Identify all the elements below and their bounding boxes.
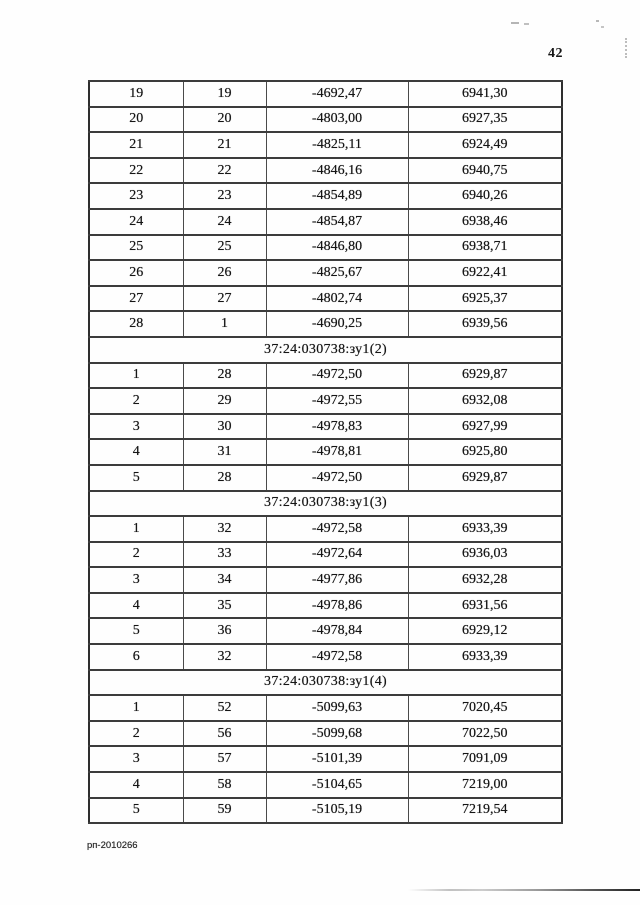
table-cell: 6936,03 (408, 542, 562, 568)
table-cell: 34 (183, 567, 266, 593)
table-cell: 5 (89, 465, 183, 491)
table-cell: 32 (183, 516, 266, 542)
table-cell: 32 (183, 644, 266, 670)
table-cell: 6932,28 (408, 567, 562, 593)
table-cell: 6 (89, 644, 183, 670)
table-cell: 2 (89, 542, 183, 568)
coordinate-table (88, 80, 563, 824)
table-cell: 19 (89, 81, 183, 107)
table-cell: 6939,56 (408, 311, 562, 337)
table-cell: 24 (89, 209, 183, 235)
table-cell: 26 (89, 260, 183, 286)
table-cell: 6940,26 (408, 183, 562, 209)
table-cell: 3 (89, 414, 183, 440)
table-row (89, 363, 562, 389)
table-cell: 30 (183, 414, 266, 440)
table-cell: 6933,39 (408, 644, 562, 670)
table-cell: 2 (89, 721, 183, 747)
table-cell: -4825,11 (266, 132, 408, 158)
table-cell: 7020,45 (408, 695, 562, 721)
table-cell: -4972,58 (266, 516, 408, 542)
table-cell: -4803,00 (266, 107, 408, 133)
table-cell: 6925,80 (408, 439, 562, 465)
section-header-row (89, 337, 562, 363)
table-cell: -4978,86 (266, 593, 408, 619)
table-row (89, 798, 562, 824)
table-cell: 21 (183, 132, 266, 158)
table-cell: 7219,00 (408, 772, 562, 798)
table-cell: 4 (89, 439, 183, 465)
page-number: 42 (548, 46, 563, 61)
table-cell: 7091,09 (408, 746, 562, 772)
table-cell: 22 (89, 158, 183, 184)
table-row (89, 107, 562, 133)
table-cell: 20 (183, 107, 266, 133)
table-row (89, 567, 562, 593)
table-cell: -4972,55 (266, 388, 408, 414)
table-row (89, 439, 562, 465)
table-row (89, 158, 562, 184)
table-cell: 28 (89, 311, 183, 337)
table-cell: 4 (89, 593, 183, 619)
scan-speck (596, 20, 599, 22)
section-header-row (89, 670, 562, 696)
table-cell: -4692,47 (266, 81, 408, 107)
table-cell: 6940,75 (408, 158, 562, 184)
table-row (89, 388, 562, 414)
table-cell: -4978,84 (266, 618, 408, 644)
scan-smudge-line (408, 889, 640, 891)
table-cell: 6929,87 (408, 363, 562, 389)
table-row (89, 183, 562, 209)
section-header-row (89, 491, 562, 517)
table-row (89, 721, 562, 747)
table-cell: 6929,12 (408, 618, 562, 644)
table-cell: 23 (89, 183, 183, 209)
table-cell: 29 (183, 388, 266, 414)
table-cell: 6931,56 (408, 593, 562, 619)
table-row (89, 209, 562, 235)
table-row (89, 311, 562, 337)
table-cell: 52 (183, 695, 266, 721)
table-cell: -4690,25 (266, 311, 408, 337)
table-cell: 22 (183, 158, 266, 184)
table-cell: -4972,64 (266, 542, 408, 568)
table-cell: -4825,67 (266, 260, 408, 286)
table-row (89, 746, 562, 772)
table-cell: 6929,87 (408, 465, 562, 491)
table-cell: 6938,46 (408, 209, 562, 235)
table-cell: 25 (183, 235, 266, 261)
table-cell: 6924,49 (408, 132, 562, 158)
table-cell: 5 (89, 618, 183, 644)
table-cell: -4977,86 (266, 567, 408, 593)
table-cell: -4854,87 (266, 209, 408, 235)
table-row (89, 593, 562, 619)
table-cell: 1 (89, 516, 183, 542)
table-cell: -4978,81 (266, 439, 408, 465)
table-cell: 6938,71 (408, 235, 562, 261)
table-cell: -5099,68 (266, 721, 408, 747)
section-header-cell: 37:24:030738:зу1(3) (89, 491, 562, 517)
table-row (89, 542, 562, 568)
table-row (89, 235, 562, 261)
scan-speck (524, 23, 529, 25)
table-cell: 3 (89, 746, 183, 772)
table-cell: -5101,39 (266, 746, 408, 772)
table-cell: 1 (183, 311, 266, 337)
table-cell: 36 (183, 618, 266, 644)
table-cell: 7022,50 (408, 721, 562, 747)
table-cell: -5104,65 (266, 772, 408, 798)
coordinate-table-body (89, 81, 562, 823)
table-cell: 28 (183, 465, 266, 491)
table-cell: 1 (89, 695, 183, 721)
table-row (89, 772, 562, 798)
table-cell: -4802,74 (266, 286, 408, 312)
scan-speck (601, 26, 604, 28)
table-cell: -4978,83 (266, 414, 408, 440)
table-cell: -5105,19 (266, 798, 408, 824)
table-cell: 6925,37 (408, 286, 562, 312)
table-cell: 33 (183, 542, 266, 568)
table-row (89, 81, 562, 107)
table-row (89, 260, 562, 286)
table-cell: 31 (183, 439, 266, 465)
table-cell: -4854,89 (266, 183, 408, 209)
table-cell: 2 (89, 388, 183, 414)
footer-document-code: рп-2010266 (87, 840, 138, 851)
table-row (89, 618, 562, 644)
table-cell: 26 (183, 260, 266, 286)
table-cell: -4846,16 (266, 158, 408, 184)
table-cell: 23 (183, 183, 266, 209)
table-row (89, 414, 562, 440)
scan-speck (511, 22, 519, 24)
section-header-cell: 37:24:030738:зу1(4) (89, 670, 562, 696)
table-cell: -4972,50 (266, 465, 408, 491)
table-cell: 27 (89, 286, 183, 312)
table-cell: 24 (183, 209, 266, 235)
table-cell: 3 (89, 567, 183, 593)
table-cell: 6933,39 (408, 516, 562, 542)
table-cell: 59 (183, 798, 266, 824)
table-cell: 58 (183, 772, 266, 798)
table-cell: 1 (89, 363, 183, 389)
table-cell: -4846,80 (266, 235, 408, 261)
table-cell: -5099,63 (266, 695, 408, 721)
section-header-cell: 37:24:030738:зу1(2) (89, 337, 562, 363)
table-row (89, 286, 562, 312)
table-cell: 57 (183, 746, 266, 772)
table-cell: 6927,35 (408, 107, 562, 133)
table-row (89, 132, 562, 158)
table-row (89, 516, 562, 542)
table-cell: 4 (89, 772, 183, 798)
table-cell: 6932,08 (408, 388, 562, 414)
table-cell: 27 (183, 286, 266, 312)
table-cell: 28 (183, 363, 266, 389)
table-cell: 21 (89, 132, 183, 158)
table-cell: 35 (183, 593, 266, 619)
table-cell: 6922,41 (408, 260, 562, 286)
table-cell: 56 (183, 721, 266, 747)
table-cell: 7219,54 (408, 798, 562, 824)
table-row (89, 465, 562, 491)
table-cell: 19 (183, 81, 266, 107)
table-cell: -4972,50 (266, 363, 408, 389)
table-cell: 20 (89, 107, 183, 133)
table-cell: 25 (89, 235, 183, 261)
table-cell: 5 (89, 798, 183, 824)
table-cell: -4972,58 (266, 644, 408, 670)
table-cell: 6927,99 (408, 414, 562, 440)
table-cell: 6941,30 (408, 81, 562, 107)
table-row (89, 644, 562, 670)
table-row (89, 695, 562, 721)
scan-dotted-mark (625, 38, 627, 58)
